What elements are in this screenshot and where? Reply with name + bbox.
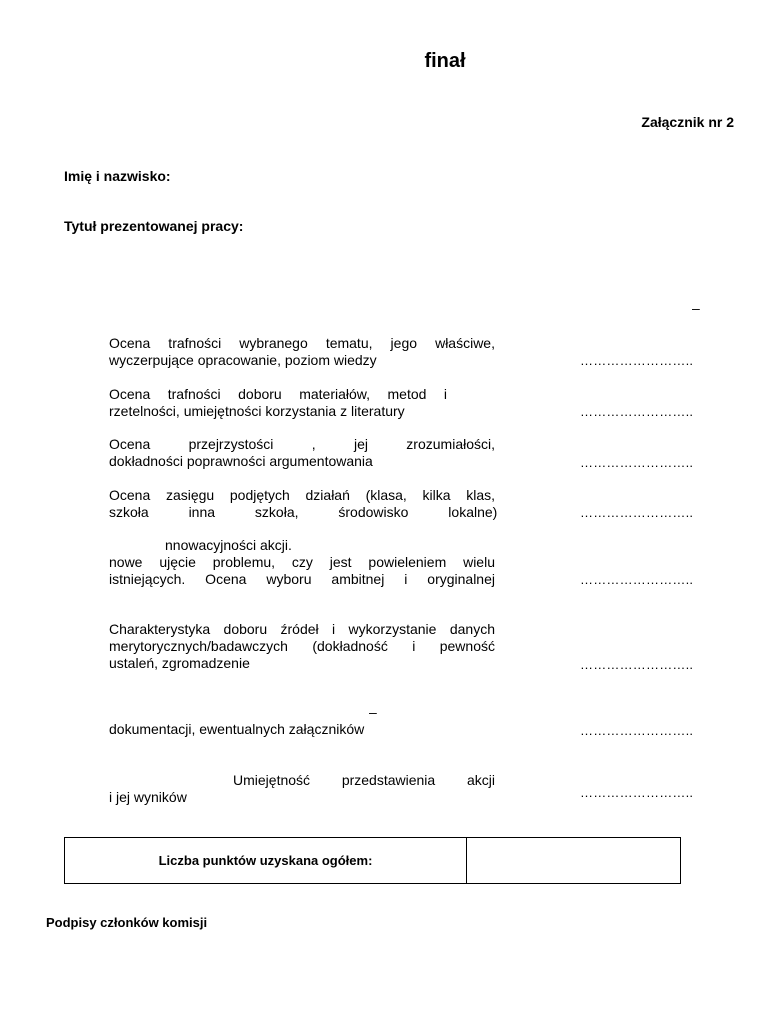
criterion-line: merytorycznych/badawczych (dokładność i pewność — [109, 638, 495, 654]
criterion-8 — [109, 772, 495, 806]
score-dots-5: …………………….. — [580, 572, 694, 587]
criterion-line: – — [369, 704, 377, 720]
criterion-3 — [109, 436, 495, 470]
score-dots-8: …………………….. — [580, 785, 694, 800]
total-points-table — [64, 837, 681, 884]
score-dots-7: …………………….. — [580, 723, 694, 738]
work-title-field-label: Tytuł prezentowanej pracy: — [64, 218, 244, 234]
score-dots-2: …………………….. — [580, 404, 694, 419]
criterion-line: Charakterystyka doboru źródeł i wykorzystanie danych — [109, 621, 495, 637]
criterion-6 — [109, 621, 495, 672]
criterion-line: dokładności poprawności argumentowania — [109, 453, 373, 469]
page-title: finał — [424, 50, 466, 72]
criterion-line: i jej wyników — [109, 789, 187, 805]
committee-signatures-label: Podpisy członków komisji — [46, 915, 208, 930]
criterion-line: Ocena zasięgu podjętych działań (klasa, kilka klas, — [109, 487, 495, 503]
score-dots-6: …………………….. — [580, 657, 694, 672]
dash-mark: – — [692, 300, 700, 316]
criterion-7 — [109, 704, 495, 738]
attachment-number: Załącznik nr 2 — [641, 114, 734, 130]
criterion-line: Umiejętność przedstawienia akcji — [233, 772, 495, 788]
score-dots-3: …………………….. — [580, 455, 694, 470]
name-field-label: Imię i nazwisko: — [64, 168, 171, 184]
criterion-line: rzetelności, umiejętności korzystania z literatury — [109, 403, 405, 419]
criterion-4 — [109, 487, 498, 521]
criterion-line: dokumentacji, ewentualnych załączników — [109, 721, 365, 737]
criterion-line: nnowacyjności akcji. — [165, 537, 292, 553]
criterion-line: nowe ujęcie problemu, czy jest powieleniem wielu — [109, 554, 495, 570]
criterion-line: ustaleń, zgromadzenie — [109, 655, 250, 671]
criterion-line: Ocena przejrzystości , jej zrozumiałości, — [109, 436, 495, 452]
total-points-label: Liczba punktów uzyskana ogółem: — [65, 838, 467, 883]
criterion-line: istniejących. Ocena wyboru ambitnej i oryginalnej — [109, 571, 495, 587]
criterion-line: wyczerpujące opracowanie, poziom wiedzy — [109, 352, 377, 368]
total-points-value — [467, 838, 680, 883]
criterion-line: szkoła inna szkoła, środowisko lokalne) — [109, 504, 498, 520]
score-dots-4: …………………….. — [580, 505, 694, 520]
score-dots-1: …………………….. — [580, 353, 694, 368]
criterion-line: Ocena trafności wybranego tematu, jego właściwe, — [109, 335, 495, 351]
criterion-line: Ocena trafności doboru materiałów, metod i — [109, 386, 447, 402]
criterion-2 — [109, 386, 495, 420]
criterion-5 — [109, 537, 495, 588]
criterion-1 — [109, 335, 495, 369]
